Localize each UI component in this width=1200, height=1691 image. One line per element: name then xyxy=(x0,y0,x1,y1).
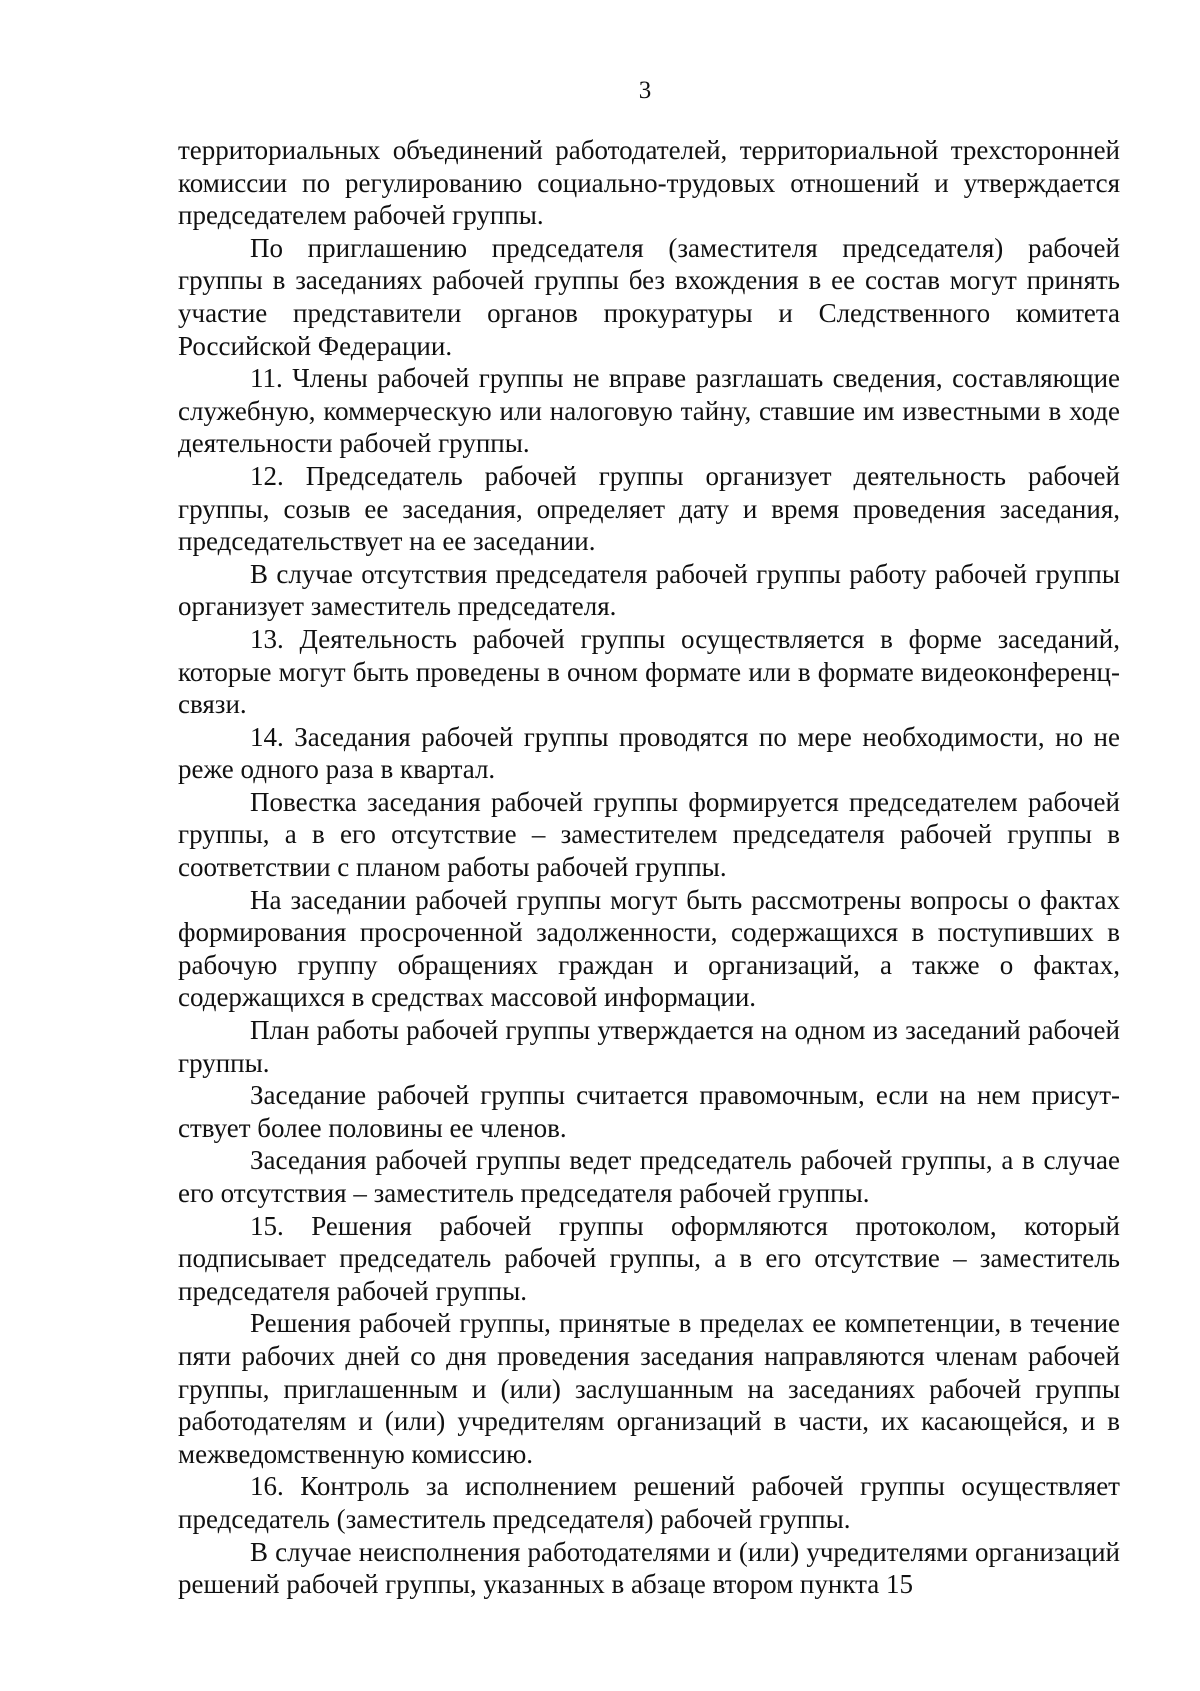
paragraph: Заседания рабочей группы ведет председатель рабочей группы, а в случае его отсутствия – заместитель председателя рабочей группы. xyxy=(178,1145,1120,1208)
paragraph: территориальных объединений работодателей, территориальной трехсторонней комиссии по регулированию социально-трудовых отношений и утверждается председателем рабочей группы. xyxy=(178,135,1120,231)
paragraph: В случае неисполнения работодателями и (или) учредителями организаций решений рабочей группы, указанных в абзаце втором пункта 15 xyxy=(178,1536,1120,1600)
paragraph: 16. Контроль за исполнением решений рабочей группы осуществляет председатель (заместитель председателя) рабочей группы. xyxy=(178,1471,1120,1534)
paragraph: План работы рабочей группы утверждается на одном из заседаний рабочей группы. xyxy=(178,1015,1120,1078)
paragraph: 13. Деятельность рабочей группы осуществляется в форме заседаний, которые могут быть проведены в очном формате или в формате видеоконференц-связи. xyxy=(178,623,1120,720)
paragraph: 11. Члены рабочей группы не вправе разглашать сведения, составляющие служебную, коммерческую или налоговую тайну, ставшие им известными в ходе деятельности рабочей группы. xyxy=(178,363,1120,459)
paragraph: Решения рабочей группы, принятые в пределах ее компетенции, в течение пяти рабочих дней со дня проведения заседания направляются членам рабочей группы, приглашенным и (или) заслушанным на заседаниях рабочей группы работодателям и (или) учредителям организаций в части, их касающейся, и в межведомственную комиссию. xyxy=(178,1308,1120,1469)
paragraph: На заседании рабочей группы могут быть рассмотрены вопросы о фактах формирования просроченной задолженности, содержащихся в поступивших в рабочую группу обращениях граждан и организаций, а также о фактах, содержащихся в средствах массовой информации. xyxy=(178,884,1120,1013)
paragraph: Повестка заседания рабочей группы формируется председателем рабочей группы, а в его отсутствие – заместителем председателя рабочей группы в соответствии с планом работы рабочей группы. xyxy=(178,786,1120,883)
paragraph: По приглашению председателя (заместителя председателя) рабочей группы в заседаниях рабочей группы без вхождения в ее состав могут принять участие представители органов прокуратуры и Следственного комитета Российской Федерации. xyxy=(178,232,1120,361)
paragraph: В случае отсутствия председателя рабочей группы работу рабочей группы организует заместитель председателя. xyxy=(178,558,1120,622)
document-body xyxy=(178,134,1120,1601)
paragraph: 14. Заседания рабочей группы проводятся по мере необходимости, но не реже одного раза в квартал. xyxy=(178,721,1120,785)
paragraph: Заседание рабочей группы считается правомочным, если на нем присутствует более половины ее членов. xyxy=(178,1080,1120,1143)
paragraph: 12. Председатель рабочей группы организует деятельность рабочей группы, созыв ее заседания, определяет дату и время проведения заседания, председательствует на ее заседании. xyxy=(178,460,1120,557)
paragraph: 15. Решения рабочей группы оформляются протоколом, который подписывает председатель рабочей группы, а в его отсутствие – заместитель председателя рабочей группы. xyxy=(178,1210,1120,1306)
page-number: 3 xyxy=(638,77,652,104)
